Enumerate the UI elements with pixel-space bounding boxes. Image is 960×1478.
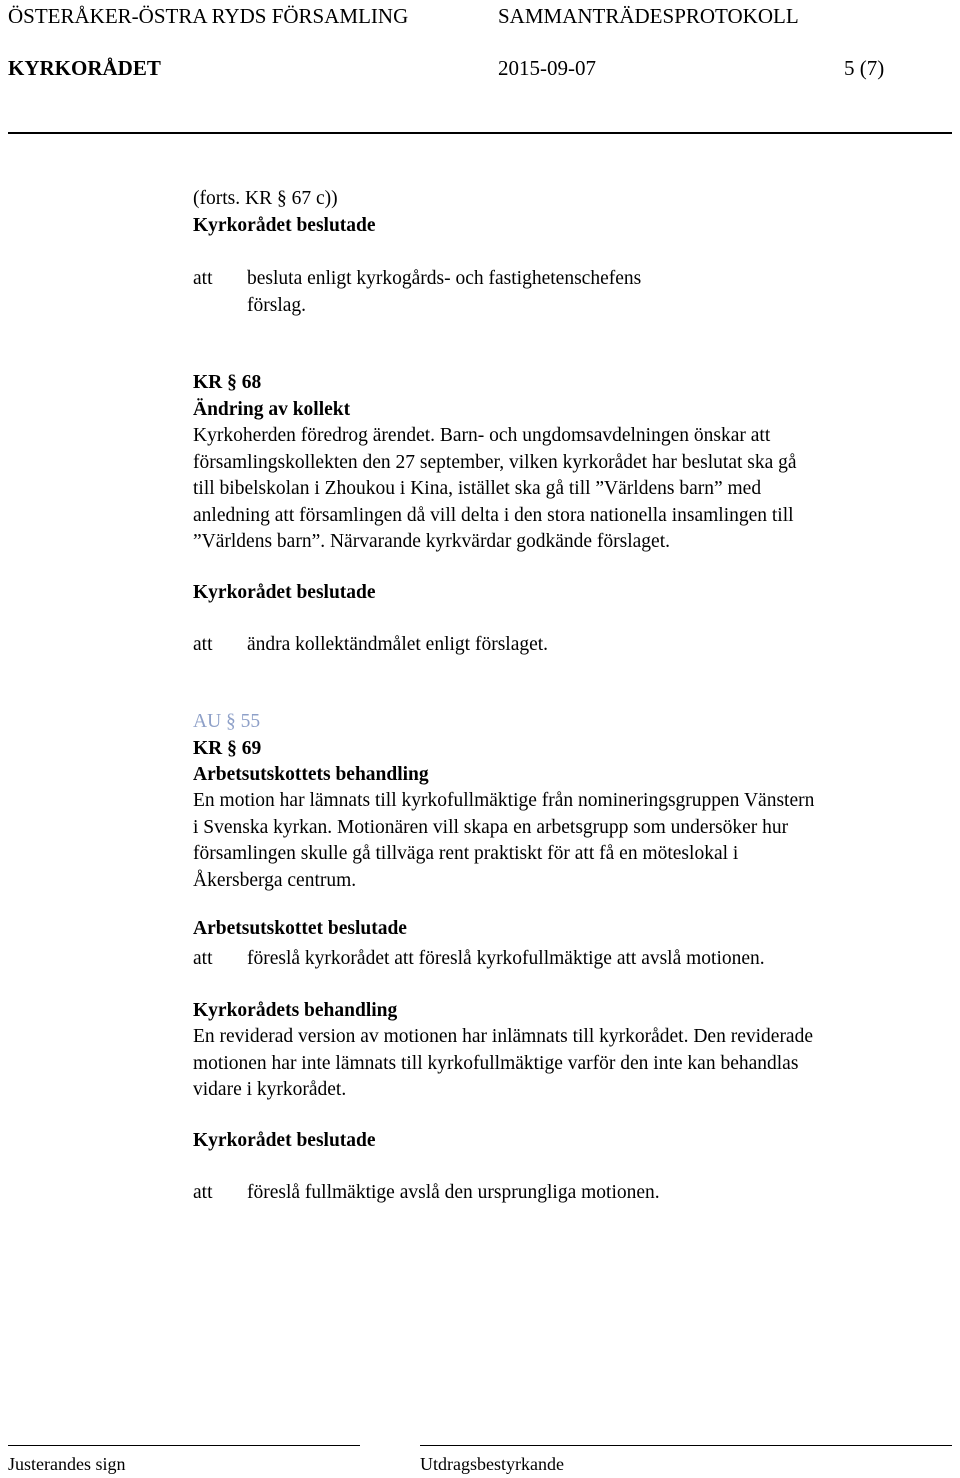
- justerandes-sign-line: [8, 1445, 360, 1446]
- au-decision-heading: Arbetsutskottet beslutade: [193, 918, 407, 939]
- au-body-line: En motion har lämnats till kyrkofullmäktige från nomineringsgruppen Vänstern: [193, 790, 815, 811]
- kr67-decision-line-1: besluta enligt kyrkogårds- och fastighetenschefens: [247, 268, 642, 289]
- footer-utdragsbestyrkande: Utdragsbestyrkande: [420, 1454, 564, 1474]
- footer-justerandes-sign: Justerandes sign: [8, 1454, 126, 1474]
- kr67-att: att: [193, 268, 213, 289]
- kr68-att: att: [193, 634, 213, 655]
- kr68-decision: ändra kollektändmålet enligt förslaget.: [247, 634, 549, 655]
- au-treatment-heading: Arbetsutskottets behandling: [193, 764, 429, 785]
- kr68-body-line: ”Världens barn”. Närvarande kyrkvärdar godkände förslaget.: [193, 531, 670, 553]
- kr68-title: Ändring av kollekt: [193, 399, 351, 420]
- page-number: 5 (7): [844, 56, 885, 80]
- kr-treatment-heading: Kyrkorådets behandling: [193, 1000, 398, 1021]
- kr67-decision-line-2: förslag.: [247, 295, 307, 316]
- kr68-body-line: församlingskollekten den 27 september, vilken kyrkorådet har beslutat ska gå: [193, 451, 797, 473]
- au-body-line: församlingen skulle gå tillväga rent praktiskt för att få en möteslokal i: [193, 843, 739, 865]
- au-body-line: Åkersberga centrum.: [193, 869, 357, 891]
- kr67-continued-label: (forts. KR § 67 c)): [193, 188, 338, 209]
- kr-body-line: vidare i kyrkorådet.: [193, 1079, 347, 1101]
- au-decision: föreslå kyrkorådet att föreslå kyrkofullmäktige att avslå motionen.: [247, 948, 765, 969]
- kr68-decision-heading: Kyrkorådet beslutade: [193, 582, 376, 603]
- meeting-date: 2015-09-07: [498, 56, 596, 80]
- kr-treatment-body: [193, 1024, 933, 1104]
- kr69-decision: föreslå fullmäktige avslå den ursprungliga motionen.: [247, 1182, 660, 1203]
- kr69-decision-heading: Kyrkorådet beslutade: [193, 1130, 376, 1151]
- kr69-att: att: [193, 1182, 213, 1203]
- kr68-body: [193, 423, 933, 556]
- organization-name: ÖSTERÅKER-ÖSTRA RYDS FÖRSAMLING: [8, 4, 409, 28]
- document-type: SAMMANTRÄDESPROTOKOLL: [498, 4, 799, 28]
- body-name: KYRKORÅDET: [8, 56, 161, 80]
- kr-body-line: En reviderad version av motionen har inlämnats till kyrkorådet. Den reviderade: [193, 1026, 813, 1047]
- au-att: att: [193, 948, 213, 969]
- utdragsbestyrkande-line: [420, 1445, 952, 1446]
- kr68-body-line: Kyrkoherden föredrog ärendet. Barn- och ungdomsavdelningen önskar att: [193, 425, 771, 446]
- kr67-decision-heading: Kyrkorådet beslutade: [193, 215, 376, 236]
- kr-body-line: motionen har inte lämnats till kyrkofullmäktige varför den inte kan behandlas: [193, 1052, 799, 1074]
- au-body-line: i Svenska kyrkan. Motionären vill skapa en arbetsgrupp som undersöker hur: [193, 816, 789, 838]
- kr68-body-line: till bibelskolan i Zhoukou i Kina, istället ska gå till ”Världens barn” med: [193, 478, 762, 500]
- au-treatment-body: [193, 788, 933, 894]
- au-reference: AU § 55: [193, 711, 261, 732]
- kr69-number: KR § 69: [193, 738, 262, 759]
- kr68-number: KR § 68: [193, 372, 262, 393]
- kr68-body-line: anledning att församlingen då vill delta i den stora nationella insamlingen till: [193, 504, 794, 526]
- header-rule: [8, 132, 952, 134]
